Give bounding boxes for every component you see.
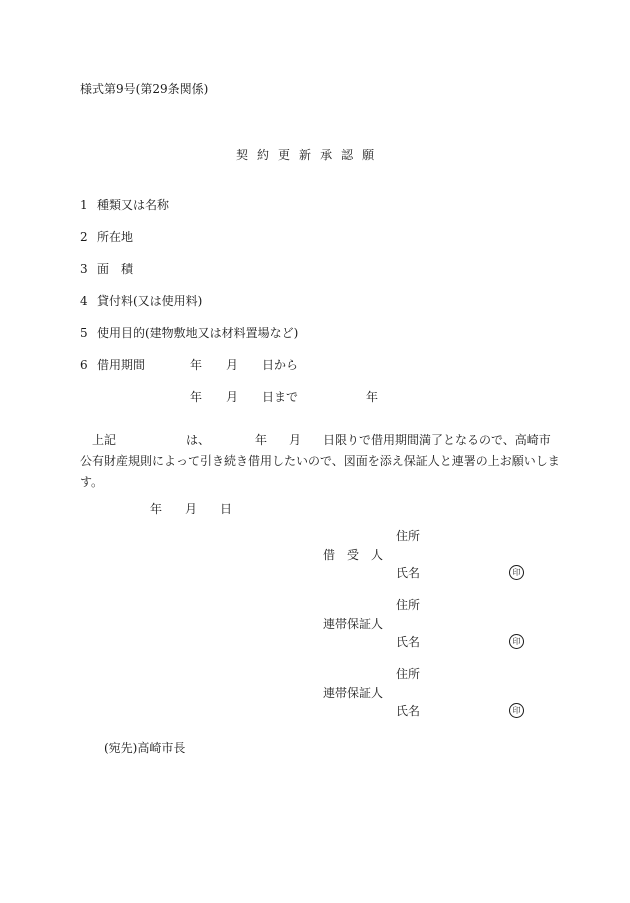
title-char: 認: [341, 148, 354, 162]
item-label-kind: 種類又は名称: [97, 198, 170, 212]
body-text-day-expiry: 日限りで借用期間満了となるので、高崎市: [323, 433, 551, 447]
period-duration-years: 年: [366, 390, 379, 404]
signer-name-label: 氏名: [396, 704, 421, 718]
body-text-line-3: す。: [80, 475, 104, 489]
seal-icon: 印: [509, 634, 524, 649]
signer-address-label: 住所: [396, 529, 421, 543]
signer-role-guarantor: 連帯保証人: [323, 686, 384, 700]
period-to-day: 日まで: [262, 390, 299, 404]
item-number: 6: [80, 358, 88, 372]
period-from-day: 日から: [262, 358, 299, 372]
seal-icon: 印: [509, 703, 524, 718]
item-label-fee: 貸付料(又は使用料): [97, 294, 203, 308]
title-char: 願: [362, 148, 375, 162]
title-char: 契: [236, 148, 249, 162]
item-label-period: 借用期間: [97, 358, 146, 372]
body-text-month: 月: [289, 433, 302, 447]
body-text-above: 上記: [92, 433, 117, 447]
period-to-month: 月: [226, 390, 239, 404]
body-text-line-2: 公有財産規則によって引き続き借用したいので、図面を添え保証人と連署の上お願いしま: [80, 454, 560, 468]
title-char: 更: [278, 148, 291, 162]
date-month: 月: [185, 502, 198, 516]
item-label-area: 面 積: [97, 262, 134, 276]
title-char: 承: [320, 148, 333, 162]
body-text-year: 年: [255, 433, 268, 447]
form-number: 様式第9号(第29条関係): [80, 82, 209, 96]
period-from-year: 年: [190, 358, 203, 372]
title-char: 約: [257, 148, 270, 162]
item-label-purpose: 使用目的(建物敷地又は材料置場など): [97, 326, 299, 340]
date-year: 年: [150, 502, 163, 516]
signer-name-label: 氏名: [396, 566, 421, 580]
signer-address-label: 住所: [396, 598, 421, 612]
date-day: 日: [220, 502, 233, 516]
signer-role-guarantor: 連帯保証人: [323, 617, 384, 631]
signer-name-label: 氏名: [396, 635, 421, 649]
item-number: 5: [80, 326, 88, 340]
item-number: 2: [80, 230, 88, 244]
item-number: 4: [80, 294, 88, 308]
item-number: 1: [80, 198, 88, 212]
signer-role-borrower: 借 受 人: [323, 548, 384, 562]
period-to-year: 年: [190, 390, 203, 404]
title-char: 新: [299, 148, 312, 162]
period-from-month: 月: [226, 358, 239, 372]
item-number: 3: [80, 262, 88, 276]
body-text-is: は、: [186, 433, 211, 447]
signer-address-label: 住所: [396, 667, 421, 681]
item-label-location: 所在地: [97, 230, 134, 244]
seal-icon: 印: [509, 565, 524, 580]
addressee: (宛先)高崎市長: [104, 741, 186, 755]
document-title: [236, 148, 383, 162]
